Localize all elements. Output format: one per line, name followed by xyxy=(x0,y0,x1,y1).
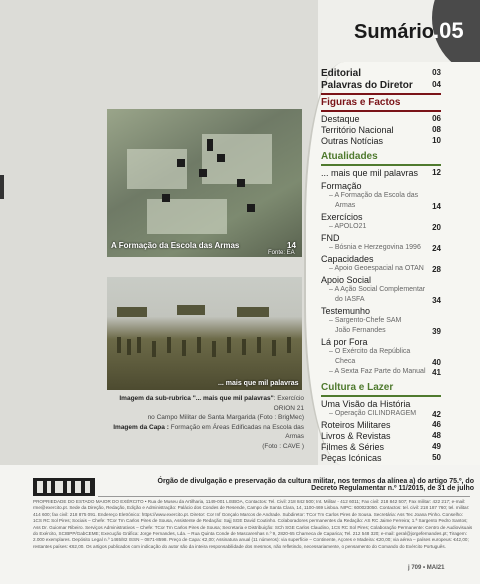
toc-item-territorio[interactable] xyxy=(321,125,439,136)
toc-label: Outras Notícias xyxy=(321,136,384,146)
toc-label: Destaque xyxy=(321,114,360,124)
toc-cat-exercicios xyxy=(321,212,439,223)
toc-page: 46 xyxy=(432,420,441,429)
section-rule xyxy=(321,395,441,397)
toc-page: 50 xyxy=(432,453,441,462)
toc-sub-geoespacial[interactable] xyxy=(321,265,439,275)
side-marker xyxy=(0,175,4,199)
toc-item-editorial[interactable] xyxy=(321,68,439,80)
toc-page: 49 xyxy=(432,442,441,451)
toc-sub-label: do IASFA xyxy=(335,296,365,303)
photo1-caption: A Formação da Escola das Armas xyxy=(111,241,240,250)
table-of-contents xyxy=(321,68,439,464)
toc-cat-formacao xyxy=(321,181,439,192)
toc-sub-label: – A Formação da Escola das xyxy=(329,192,419,199)
toc-sub-label: Armas xyxy=(335,202,356,209)
toc-label: Livros & Revistas xyxy=(321,431,391,441)
caption-line4: (Foto : CAVE ) xyxy=(262,442,304,450)
toc-label: Editorial xyxy=(321,68,362,79)
toc-sub-label: – APOLO21 xyxy=(329,223,367,230)
toc-label: Lá por Fora xyxy=(321,337,368,347)
toc-label: Uma Visão da História xyxy=(321,399,411,409)
publisher-logo-icon xyxy=(33,478,95,496)
caption-line3-bold: Imagem da Capa : xyxy=(113,423,169,431)
toc-label: Território Nacional xyxy=(321,125,394,135)
page-title-number: .05 xyxy=(433,18,464,43)
toc-label: Apoio Social xyxy=(321,275,372,285)
toc-page: 42 xyxy=(432,410,441,419)
toc-item-outras-noticias[interactable] xyxy=(321,136,439,147)
caption-line1-bold: Imagem da sub-rubrica "... mais que mil palavras" xyxy=(119,395,274,402)
toc-page: 24 xyxy=(432,244,441,253)
toc-label: Peças Icónicas xyxy=(321,453,382,463)
toc-sub-formacao-2[interactable] xyxy=(321,202,439,212)
toc-sub-label: – Operação CILINDRAGEM xyxy=(329,410,417,417)
toc-label: Filmes & Séries xyxy=(321,442,385,452)
toc-sub-bosnia[interactable] xyxy=(321,244,439,254)
toc-cat-visao-historia xyxy=(321,399,439,410)
section-figuras-factos: Figuras e Factos xyxy=(321,97,401,108)
toc-sub-apolo[interactable] xyxy=(321,223,439,233)
toc-item-palavras-diretor[interactable] xyxy=(321,80,439,92)
toc-page: 48 xyxy=(432,431,441,440)
toc-sub-republica-checa-2[interactable] xyxy=(321,358,439,368)
caption-line2: no Campo Militar de Santa Margarida (Foto : BrigMec) xyxy=(147,414,304,421)
footer-rule xyxy=(98,496,470,497)
photo1-page: 14 xyxy=(287,241,296,250)
toc-sub-acao-social[interactable] xyxy=(321,286,439,296)
toc-sub-cilindragem[interactable] xyxy=(321,410,439,420)
toc-sub-label: Checa xyxy=(335,358,356,365)
photo1-credit: Fonte: EA xyxy=(268,250,295,256)
toc-cat-capacidades xyxy=(321,254,439,265)
toc-sub-label: – O Exército da República xyxy=(329,348,411,355)
toc-item-roteiros[interactable] xyxy=(321,420,439,431)
toc-label: ... mais que mil palavras xyxy=(321,168,419,178)
toc-cat-fnd xyxy=(321,233,439,244)
toc-sub-sargento-2[interactable] xyxy=(321,327,439,337)
page-title: Sumário xyxy=(354,21,435,43)
toc-page: 12 xyxy=(432,168,441,177)
toc-item-mais-que-mil[interactable] xyxy=(321,168,439,181)
toc-label: Formação xyxy=(321,181,362,191)
section-rule xyxy=(321,110,441,112)
toc-sub-formacao[interactable] xyxy=(321,192,439,202)
toc-item-pecas[interactable] xyxy=(321,453,439,464)
footer-imprint: PROPRIEDADE DO ESTADO MAIOR DO EXÉRCITO • Rua de Museu da Artilharia, 1149-001 LISBOA, Contactos: Tel. Civil: 218 842 500; Int. Militar - 412 6011; Fax civil: 218 842 507; Fax militar: 422 217; e-mail: rme@exercito.pt. Sede da Direção, Redação, Edição e Administração: Palácio dos Condes de Resende, Campo de Santa Clara, 14, 1100-469 Lisboa. NIPC: 600023050. Contactos: tel. civil: 218 187 760; tel. militar: 414 600; fax civil: 218 875 091. Endereço Eletrónico: https://www.exercito.pt. Diretor: Cor Inf Gonçalo Marcos de Andrade. Subdiretor: TCor Tm Carlos Pires de Sousa. Secretária: Ass Tec Joana Pinho. Conselho: 1CS RC Sol Pires; Sociais – Chefe: TCor Tm Carlos Pires de Sousa, Assistente de Redação: Sajj SGE David Coutinho. Colaboradores permanentes da Redação: AS RC Jaime Ferreira; 1.ª Sargento Pedro Santos; Ass Dr. Guiomar Ribeiro. Serviços Administrativos – Chefe: TCor Tm Carlos Pires de Sousa; Secretaria e Distribuição: SCh SGE Carlos Claudino, 1CS RC Sol Pires; Colaboração Permanente: Centro de Audiovisuais do Exército, SCIBPP/GabCEME; Execução Gráfica: Jorge Fernandes, Lda. – Rua Quinta Conde de Mascarenhas n.º 9, 2820-65 Charneca de Caparica; Tel. 212 548 320; e-mail: geral@jorgefernandes.pt; Tiragem: 2.000 exemplares. Depósito Legal n.º 1465/82 ISSN – 0871-8598. Preço de Capa: €2,00; Assinatura anual (11 números): via superfície – Continente, Açores e Madeira: €20,00; via aérea – países europeus: €42,00; restantes países: €62,00. Os artigos publicados com indicação do autor são da inteira responsabilidade dos mesmos, não refletindo, necessariamente, o pensamento do Comando do Exército Português. xyxy=(33,499,473,549)
image-captions xyxy=(108,394,304,451)
toc-item-livros[interactable] xyxy=(321,431,439,442)
toc-cat-la-fora xyxy=(321,337,439,348)
toc-page: 39 xyxy=(432,327,441,336)
toc-sub-acao-social-2[interactable] xyxy=(321,296,439,306)
photo-wargame-map[interactable] xyxy=(107,109,302,257)
toc-sub-label: – A Ação Social Complementar xyxy=(329,286,426,293)
toc-page: 28 xyxy=(432,265,441,274)
footer-lead: Órgão de divulgação e preservação da cultura militar, nos termos da alínea a) do artigo 75.º, do Decreto Regulamentar n.º 11/2015, de 31 de julho xyxy=(157,478,474,492)
toc-label: Roteiros Militares xyxy=(321,420,391,430)
toc-page: 41 xyxy=(432,368,441,377)
toc-page: 40 xyxy=(432,358,441,367)
toc-label: FND xyxy=(321,233,340,243)
toc-sub-sexta[interactable] xyxy=(321,368,439,378)
toc-item-filmes[interactable] xyxy=(321,442,439,453)
toc-sub-label: – Apoio Geoespacial na OTAN xyxy=(329,265,424,272)
toc-sub-label: – Bósnia e Herzegovina 1996 xyxy=(329,244,421,251)
toc-sub-label: – Sargento-Chefe SAM xyxy=(329,317,402,324)
section-atualidades: Atualidades xyxy=(321,151,378,162)
caption-line3-rest: Formação em Áreas Edificadas na Escola das Armas xyxy=(168,423,304,440)
toc-label: Capacidades xyxy=(321,254,374,264)
toc-page: 08 xyxy=(432,125,441,134)
footer-page-number: j 709 • MAI21 xyxy=(408,565,445,571)
toc-sub-label: – A Sexta Faz Parte do Manual xyxy=(329,368,426,375)
toc-label: Palavras do Diretor xyxy=(321,80,413,91)
toc-label: Testemunho xyxy=(321,306,371,316)
toc-sub-republica-checa[interactable] xyxy=(321,348,439,358)
toc-page: 04 xyxy=(432,80,441,89)
toc-page: 06 xyxy=(432,114,441,123)
toc-sub-label: João Fernandes xyxy=(335,327,386,334)
toc-cat-apoio-social xyxy=(321,275,439,286)
section-rule xyxy=(321,93,441,95)
toc-page: 10 xyxy=(432,136,441,145)
toc-item-destaque[interactable] xyxy=(321,114,439,125)
photo-troops-formation[interactable] xyxy=(107,277,302,390)
toc-page: 14 xyxy=(432,202,441,211)
toc-label: Exercícios xyxy=(321,212,363,222)
toc-page: 20 xyxy=(432,223,441,232)
toc-page: 03 xyxy=(432,68,441,77)
toc-page: 34 xyxy=(432,296,441,305)
toc-sub-sargento[interactable] xyxy=(321,317,439,327)
section-cultura-lazer: Cultura e Lazer xyxy=(321,382,394,393)
photo2-caption: ... mais que mil palavras xyxy=(218,380,299,387)
caption-line1-rest: : Exercício ORION 21 xyxy=(273,395,304,412)
toc-cat-testemunho xyxy=(321,306,439,317)
section-rule xyxy=(321,164,441,166)
